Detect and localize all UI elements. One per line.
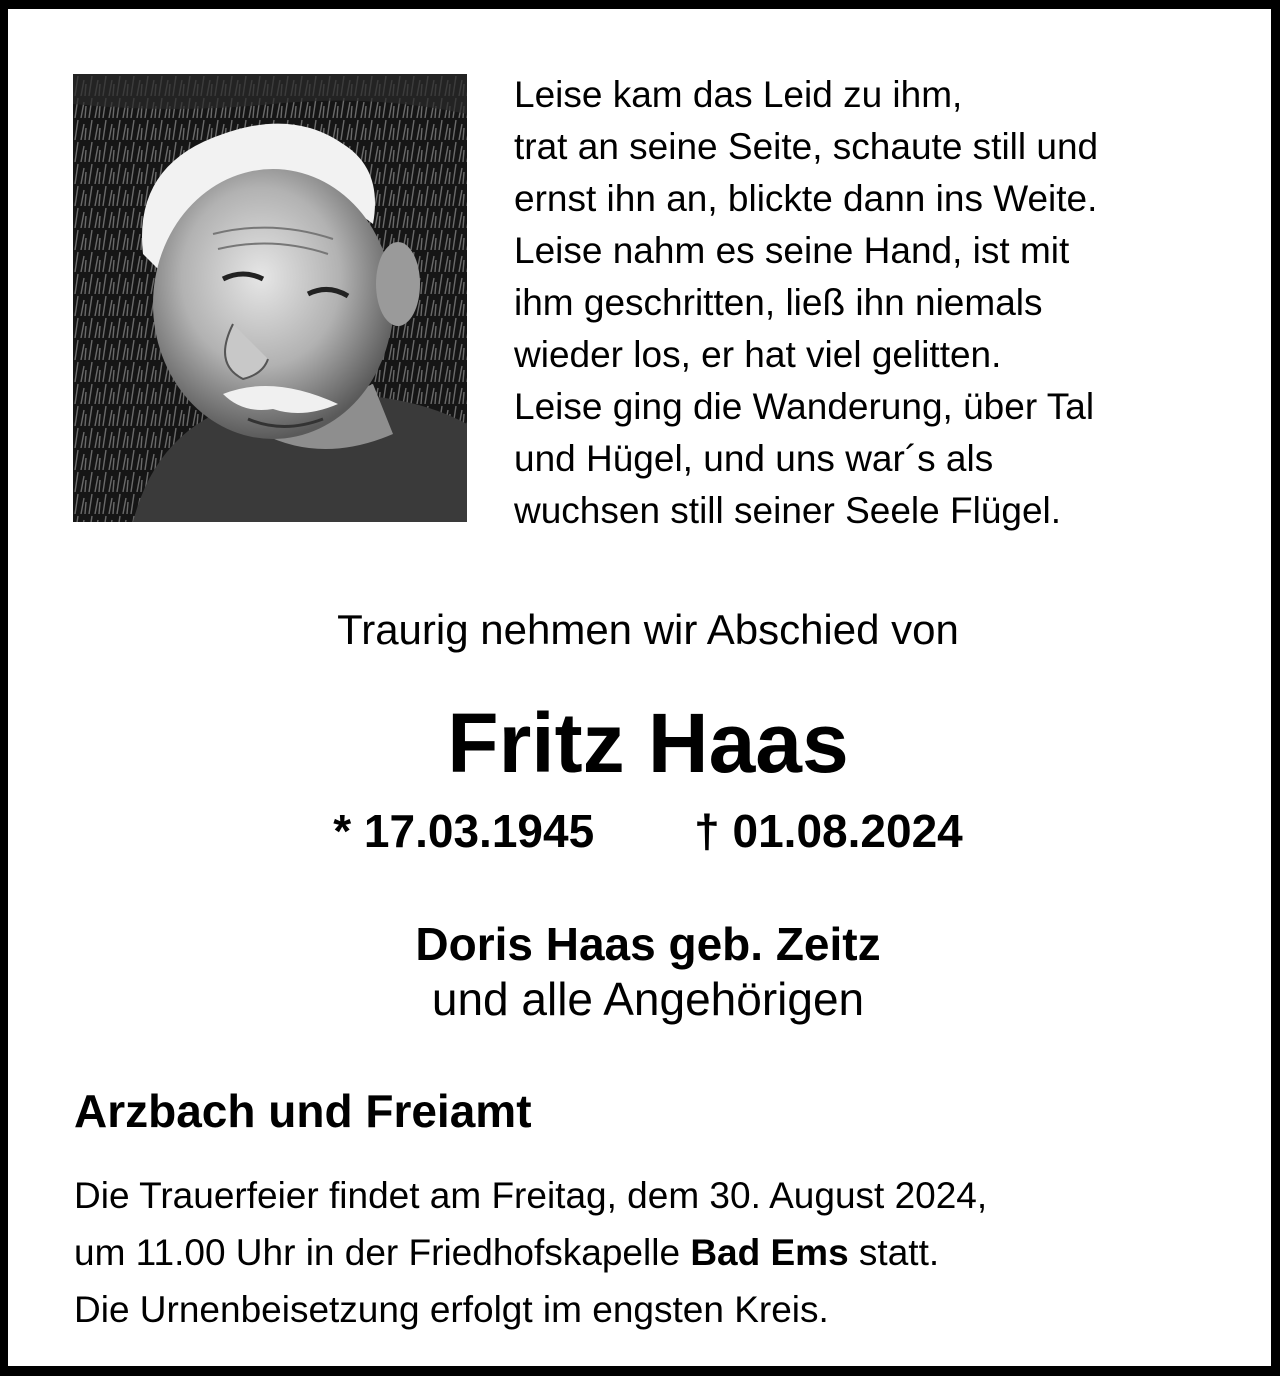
poem-line: ernst ihn an, blickte dann ins Weite. (514, 178, 1098, 219)
farewell-intro: Traurig nehmen wir Abschied von (337, 606, 959, 653)
birth-date: * 17.03.1945 (333, 805, 595, 857)
service-info (74, 1167, 1254, 1338)
deceased-name: Fritz Haas (447, 696, 849, 790)
poem-line: Leise kam das Leid zu ihm, (514, 74, 963, 115)
poem-line: Leise ging die Wanderung, über Tal (514, 386, 1095, 427)
mourner-name: Doris Haas geb. Zeitz (415, 918, 881, 970)
death-date: † 01.08.2024 (694, 805, 963, 857)
life-dates (8, 803, 1280, 859)
place-names: Arzbach und Freiamt (74, 1085, 532, 1137)
poem-line: und Hügel, und uns war´s als (514, 438, 994, 479)
relatives-line: und alle Angehörigen (431, 973, 865, 1025)
poem-line: Leise nahm es seine Hand, ist mit (514, 230, 1070, 271)
portrait-photo (73, 74, 467, 522)
poem-line: trat an seine Seite, schaute still und (514, 126, 1099, 167)
service-line (74, 1224, 1254, 1281)
service-line: Die Trauerfeier findet am Freitag, dem 30. August 2024, (74, 1175, 988, 1216)
poem-line: wuchsen still seiner Seele Flügel. (514, 490, 1062, 531)
service-text: statt. (848, 1232, 940, 1273)
service-text: um 11.00 Uhr in der Friedhofskapelle (74, 1232, 691, 1273)
poem-line: ihm geschritten, ließ ihn niemals (514, 282, 1043, 323)
poem-line: wieder los, er hat viel gelitten. (514, 334, 1002, 375)
service-line: Die Urnenbeisetzung erfolgt im engsten Kreis. (74, 1289, 829, 1330)
portrait-illustration (73, 74, 467, 522)
service-location: Bad Ems (690, 1232, 849, 1273)
poem (514, 69, 1234, 537)
